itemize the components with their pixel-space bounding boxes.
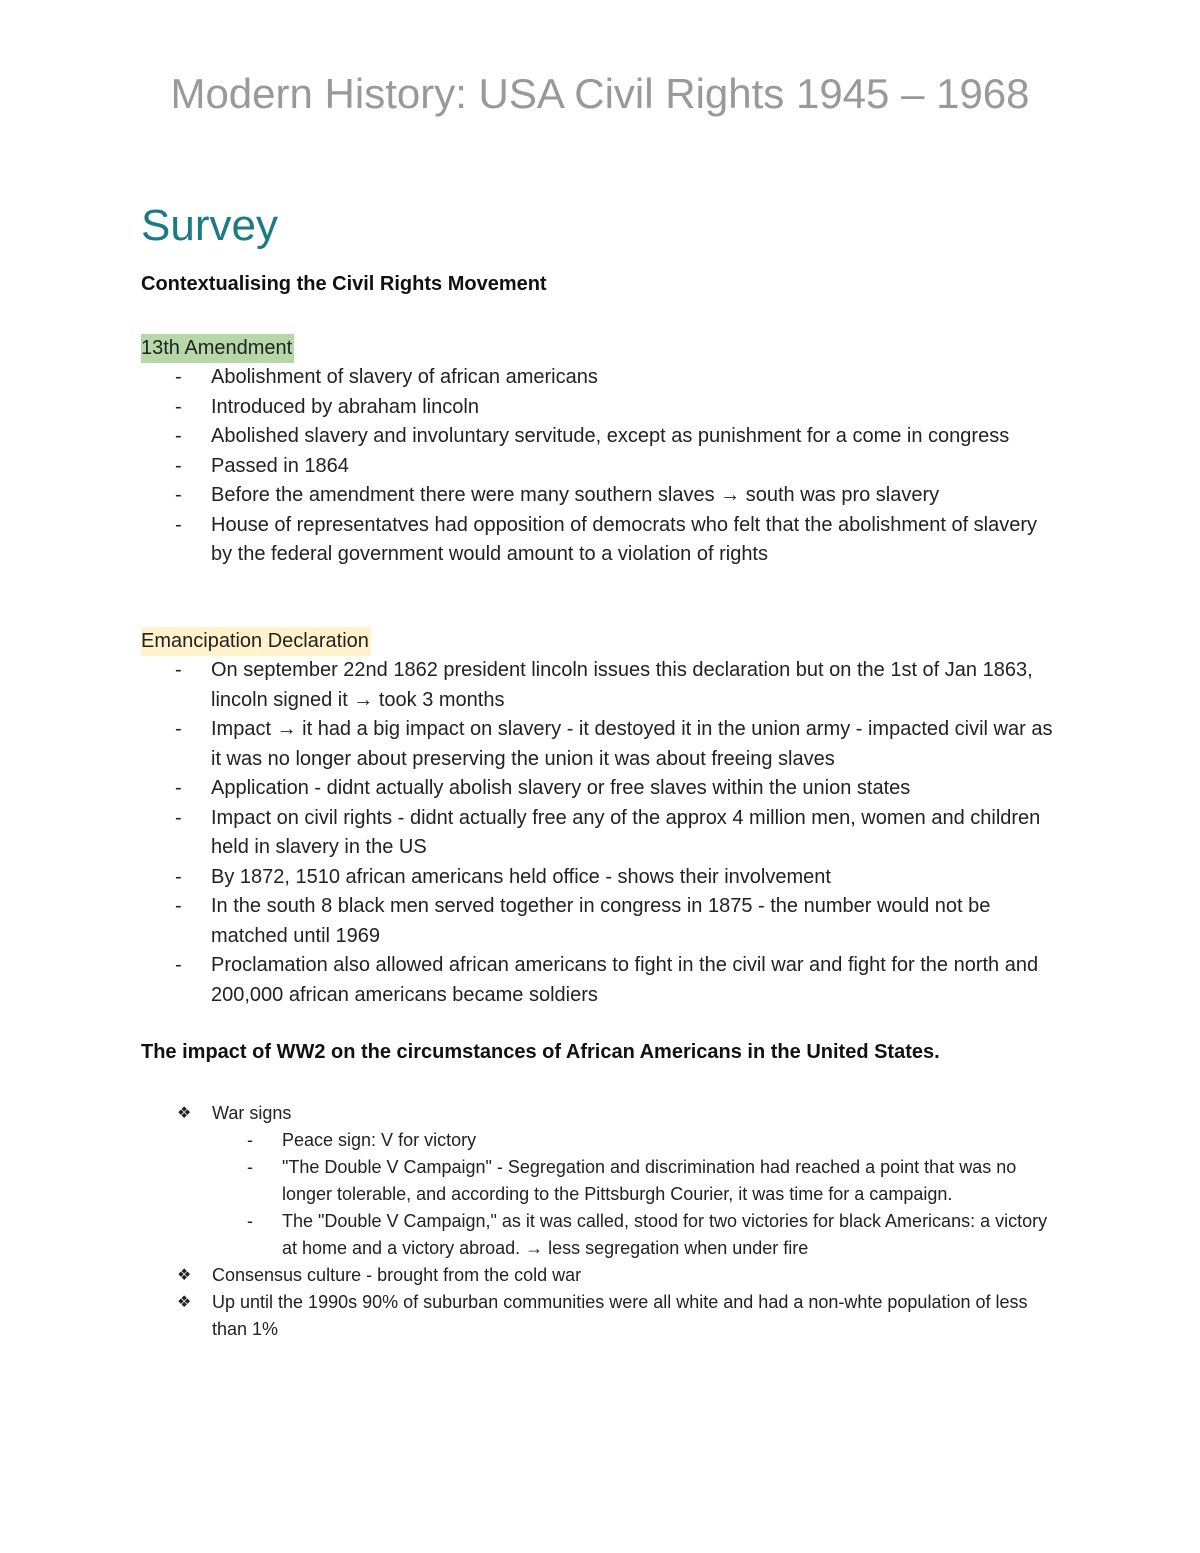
dash-bullet-icon: -	[175, 366, 182, 388]
list-item	[0, 804, 1061, 863]
dash-bullet-icon: -	[175, 954, 182, 976]
list-item	[0, 892, 1061, 951]
label-emancipation-declaration: Emancipation Declaration	[141, 627, 371, 656]
list-item-text: Passed in 1864	[211, 454, 349, 477]
diamond-bullet-icon: ❖	[177, 1267, 192, 1284]
list-item	[0, 393, 1061, 423]
dash-bullet-icon: -	[175, 454, 182, 477]
list-item	[0, 452, 1061, 482]
dash-bullet-icon: -	[247, 1130, 253, 1150]
dash-bullet-icon: -	[175, 895, 182, 917]
list-item	[0, 363, 1061, 393]
list-item	[212, 1154, 1057, 1208]
dash-bullet-icon: -	[175, 718, 182, 740]
list-item	[0, 656, 1061, 715]
list-item	[0, 511, 1061, 570]
dash-bullet-icon: -	[247, 1157, 253, 1177]
list-item-text: Before the amendment there were many southern slaves → south was pro slavery	[211, 484, 940, 506]
list-item	[0, 481, 1061, 511]
section-heading-survey: Survey	[141, 201, 278, 250]
ww2-list	[0, 1100, 1062, 1343]
list-item-text: Application - didnt actually abolish slavery or free slaves within the union states	[211, 777, 911, 799]
dash-bullet-icon: -	[175, 806, 182, 829]
label-13th-amendment: 13th Amendment	[141, 334, 294, 363]
list-item	[0, 422, 1061, 452]
dash-bullet-icon: -	[175, 425, 182, 447]
diamond-bullet-icon: ❖	[177, 1294, 192, 1311]
list-item-text: "The Double V Campaign" - Segregation and discrimination had reached a point that was no longer tolerable, and according to the Pittsburgh Courier, it was time for a campaign.	[282, 1157, 1017, 1204]
document-title: Modern History: USA Civil Rights 1945 – 1968	[170, 70, 1030, 117]
diamond-bullet-icon: ❖	[177, 1105, 192, 1122]
war-signs-sublist	[212, 1127, 1062, 1262]
list-item	[212, 1127, 1057, 1154]
list-item	[0, 951, 1061, 1010]
list-item-text: Impact on civil rights - didnt actually free any of the approx 4 million men, women and children held in slavery in the US	[211, 806, 1041, 858]
list-item-text: House of representatves had opposition of democrats who felt that the abolishment of slavery by the federal government would amount to a violation of rights	[211, 513, 1038, 565]
list-item-text: By 1872, 1510 african americans held office - shows their involvement	[211, 865, 831, 888]
list-item-suburban	[0, 1289, 1062, 1343]
subheading-ww2: The impact of WW2 on the circumstances of African Americans in the United States.	[141, 1041, 940, 1063]
list-item-text: Impact → it had a big impact on slavery - it destoyed it in the union army - impacted civil war as it was no longer about preserving the union it was about freeing slaves	[211, 718, 1053, 770]
dash-bullet-icon: -	[175, 484, 182, 506]
list-item	[0, 715, 1061, 774]
list-item-text: Up until the 1990s 90% of suburban communities were all white and had a non-whte population of less than 1%	[212, 1292, 1028, 1339]
list-item-text: War signs	[212, 1103, 292, 1123]
dash-bullet-icon: -	[175, 865, 182, 888]
dash-bullet-icon: -	[175, 395, 182, 418]
list-item-text: Proclamation also allowed african americans to fight in the civil war and fight for the north and 200,000 african americans became soldiers	[211, 954, 1039, 1006]
list-item-text: Abolished slavery and involuntary servitude, except as punishment for a come in congress	[211, 425, 1010, 447]
list-item	[0, 774, 1061, 804]
dash-bullet-icon: -	[175, 659, 182, 681]
list-item-war-signs	[0, 1100, 1062, 1262]
list-item-text: Peace sign: V for victory	[282, 1130, 477, 1150]
dash-bullet-icon: -	[247, 1211, 253, 1231]
subheading-context: Contextualising the Civil Rights Movement	[141, 273, 547, 295]
list-item	[0, 863, 1061, 893]
dash-bullet-icon: -	[175, 513, 182, 536]
list-item-text: In the south 8 black men served together in congress in 1875 - the number would not be matched until 1969	[211, 895, 991, 947]
list-item	[212, 1208, 1057, 1262]
amendment-list	[0, 363, 1061, 570]
dash-bullet-icon: -	[175, 777, 182, 799]
emancipation-list	[0, 656, 1061, 1010]
list-item-text: The "Double V Campaign," as it was called, stood for two victories for black Americans: a victory at home and a victory abroad. → less segregation when under fire	[282, 1211, 1048, 1258]
list-item-text: Introduced by abraham lincoln	[211, 395, 479, 418]
list-item-consensus	[0, 1262, 1062, 1289]
list-item-text: On september 22nd 1862 president lincoln issues this declaration but on the 1st of Jan 1863, lincoln signed it → took 3 months	[211, 659, 1033, 711]
list-item-text: Abolishment of slavery of african americans	[211, 366, 598, 388]
list-item-text: Consensus culture - brought from the cold war	[212, 1265, 582, 1285]
